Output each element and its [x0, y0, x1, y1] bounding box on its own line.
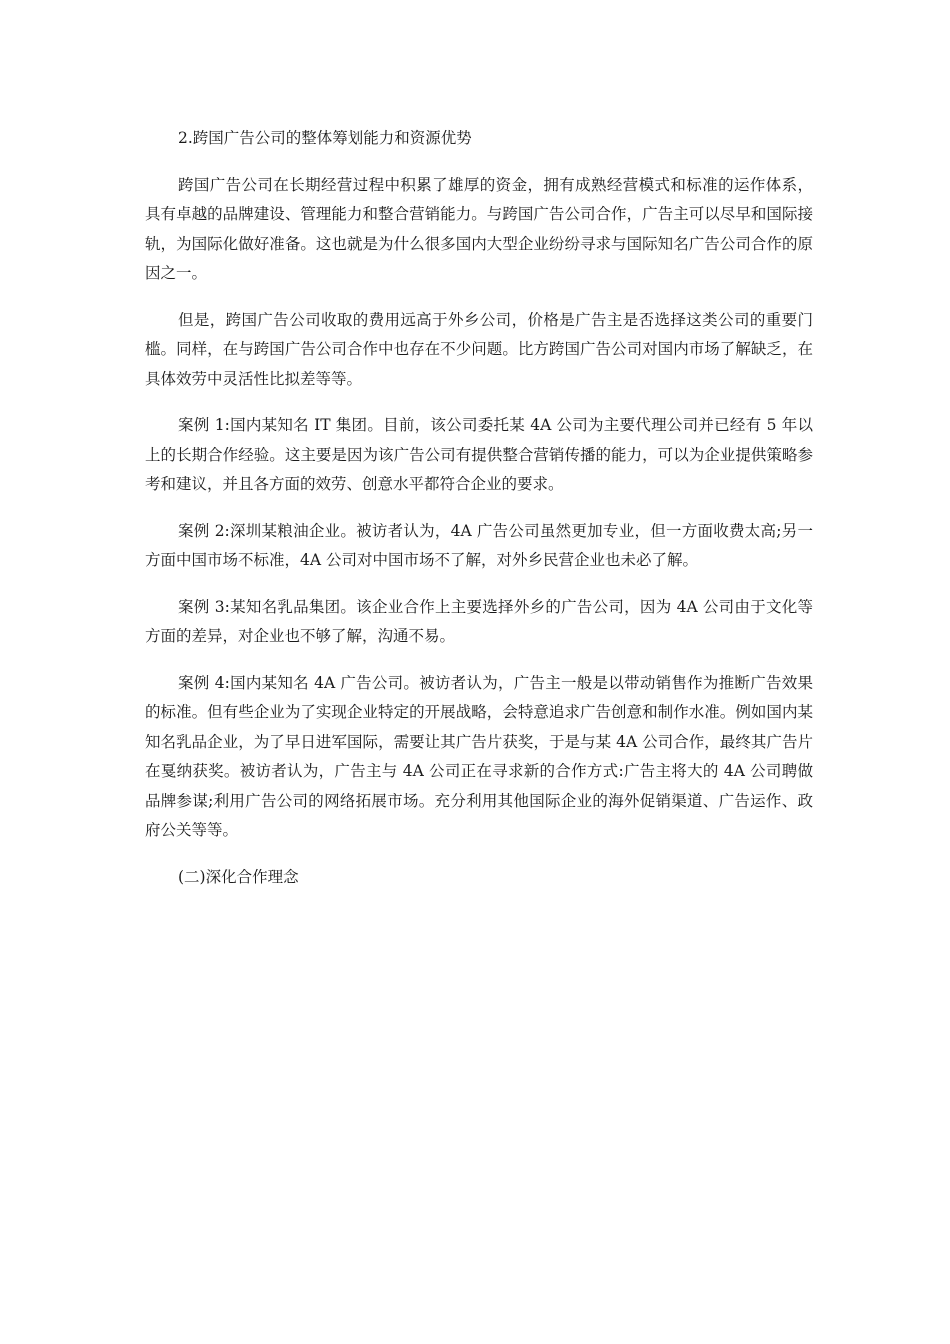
paragraph-cost-issues: 但是，跨国广告公司收取的费用远高于外乡公司，价格是广告主是否选择这类公司的重要门槛。同样，在与跨国广告公司合作中也存在不少问题。比方跨国广告公司对国内市场了解缺乏，在具体效劳中灵活性比拟差等等。 — [145, 310, 813, 388]
document-body — [145, 124, 813, 909]
paragraph-case-2: 案例 2:深圳某粮油企业。被访者认为，4A 广告公司虽然更加专业，但一方面收费太高;另一方面中国市场不标准，4A 公司对中国市场不了解，对外乡民营企业也未必了解。 — [145, 521, 813, 569]
section-heading: 2.跨国广告公司的整体筹划能力和资源优势 — [178, 129, 472, 147]
paragraph-capital-advantage: 跨国广告公司在长期经营过程中积累了雄厚的资金，拥有成熟经营模式和标准的运作体系，具有卓越的品牌建设、管理能力和整合营销能力。与跨国广告公司合作，广告主可以尽早和国际接轨，为国际化做好准备。这也就是为什么很多国内大型企业纷纷寻求与国际知名广告公司合作的原因之一。 — [145, 175, 813, 282]
paragraph-case-3: 案例 3:某知名乳品集团。该企业合作上主要选择外乡的广告公司，因为 4A 公司由于文化等方面的差异，对企业也不够了解，沟通不易。 — [145, 597, 813, 645]
paragraph-case-1: 案例 1:国内某知名 IT 集团。目前，该公司委托某 4A 公司为主要代理公司并已经有 5 年以上的长期合作经验。这主要是因为该广告公司有提供整合营销传播的能力，可以为企业提供策略参考和建议，并且各方面的效劳、创意水平都符合企业的要求。 — [145, 416, 813, 493]
subsection-heading: (二)深化合作理念 — [178, 867, 299, 886]
paragraph-case-4: 案例 4:国内某知名 4A 广告公司。被访者认为，广告主一般是以带动销售作为推断广告效果的标准。但有些企业为了实现企业特定的开展战略，会特意追求广告创意和制作水准。例如国内某知名乳品企业，为了早日进军国际，需要让其广告片获奖，于是与某 4A 公司合作，最终其广告片在戛纳获奖。被访者认为，广告主与 4A 公司正在寻求新的合作方式:广告主将大的 4A 公司聘做品牌参谋;利用广告公司的网络拓展市场。充分利用其他国际企业的海外促销渠道、广告运作、政府公关等等。 — [145, 673, 813, 839]
